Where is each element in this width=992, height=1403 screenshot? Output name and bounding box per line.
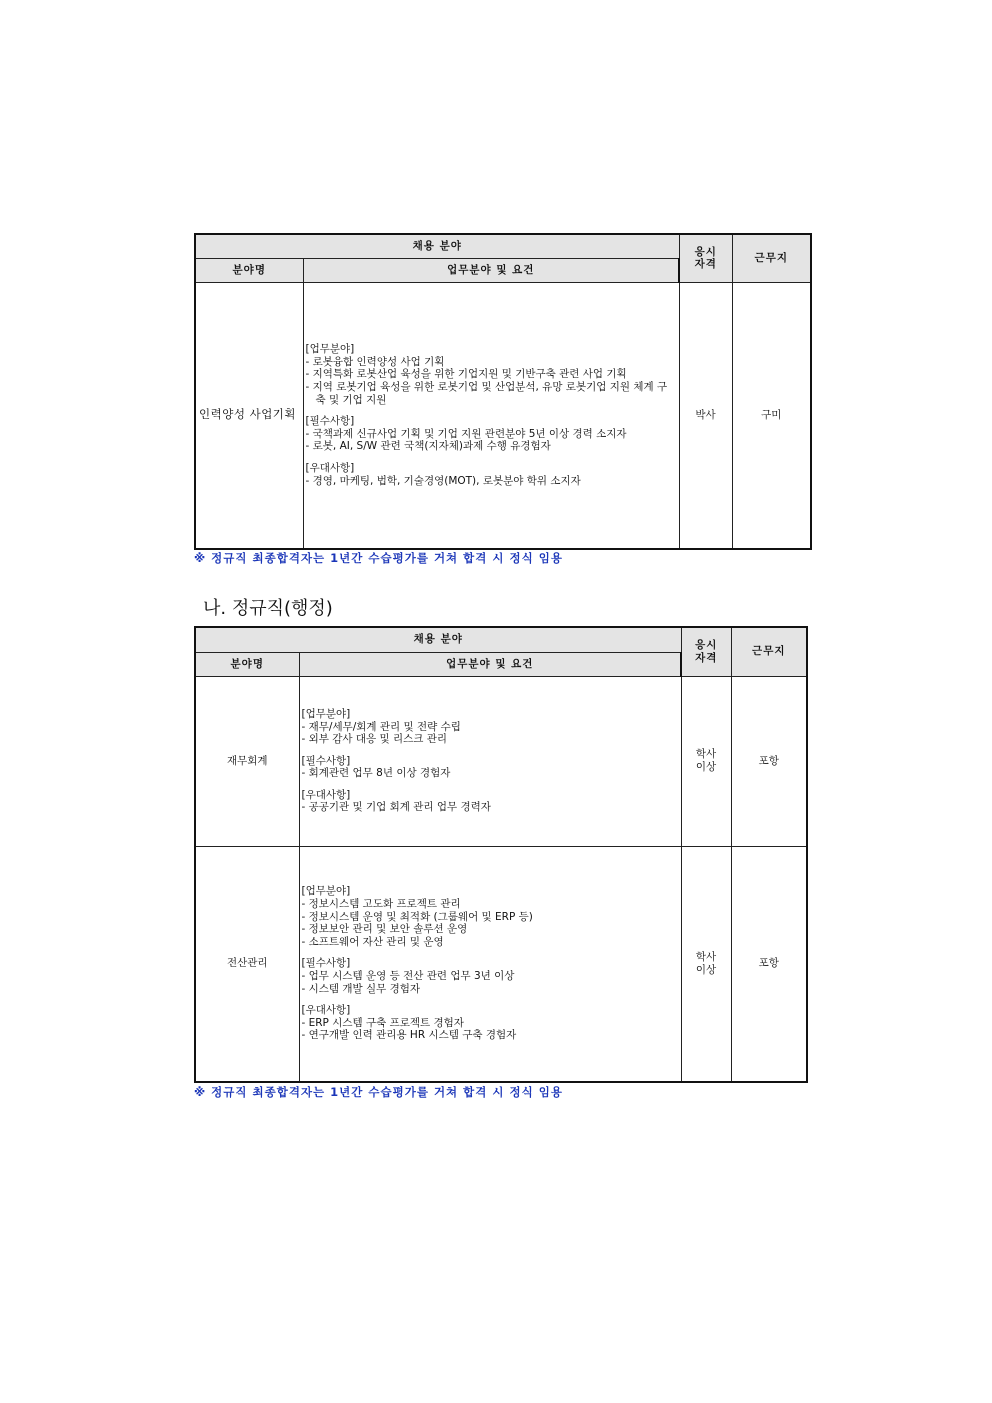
qualification: 학사 이상 <box>681 676 731 846</box>
section-title: [필수사항] <box>301 754 351 767</box>
duty-item: - 정보시스템 고도화 프로젝트 관리 <box>301 898 461 911</box>
duty-item: - 지역 로봇기업 육성을 위한 로봇기업 및 산업분석, 유망 로봇기업 지원 체계 구 <box>305 381 668 394</box>
preference-item: - 연구개발 인력 관리용 HR 시스템 구축 경험자 <box>301 1029 517 1042</box>
section-title: [필수사항] <box>305 415 355 428</box>
preference-section <box>302 1004 677 1042</box>
requirement-item: - 회계관련 업무 8년 이상 경험자 <box>301 767 451 780</box>
section-title: [우대사항] <box>301 1004 351 1017</box>
duty-section <box>306 343 675 406</box>
header-category: 채용 분야 <box>195 627 681 652</box>
table-row <box>195 846 807 1082</box>
header-duty: 업무분야 및 요건 <box>299 652 681 676</box>
duty-item: - 정보시스템 운영 및 최적화 (그룹웨어 및 ERP 등) <box>301 910 533 923</box>
duty-cell <box>299 846 681 1082</box>
duty-item: - 재무/세무/회계 관리 및 전략 수립 <box>301 720 461 733</box>
section-title: [우대사항] <box>301 788 351 801</box>
duty-item: - 지역특화 로봇산업 육성을 위한 기업지원 및 기반구축 관련 사업 기획 <box>305 368 627 381</box>
probation-note: ※ 정규직 최종합격자는 1년간 수습평가를 거쳐 합격 시 정식 임용 <box>194 1085 563 1099</box>
duty-section <box>302 708 677 746</box>
header-field-name: 분야명 <box>195 652 299 676</box>
recruitment-table-1 <box>194 233 812 550</box>
field-name: 재무회계 <box>195 676 299 846</box>
requirement-item: - 업무 시스템 운영 등 전산 관련 업무 3년 이상 <box>301 970 515 983</box>
field-name: 전산관리 <box>195 846 299 1082</box>
location: 구미 <box>732 282 811 549</box>
duty-item: - 외부 감사 대응 및 리스크 관리 <box>301 733 448 746</box>
duty-section <box>302 885 677 948</box>
header-location: 근무지 <box>732 234 811 282</box>
header-field-name: 분야명 <box>195 258 303 282</box>
requirement-item: - 국책과제 신규사업 기획 및 기업 지원 관련분야 5년 이상 경력 소지자 <box>305 427 627 440</box>
preference-item: - 공공기관 및 기업 회계 관리 업무 경력자 <box>301 801 491 814</box>
requirement-item: - 시스템 개발 실무 경험자 <box>301 982 421 995</box>
duty-cell <box>299 676 681 846</box>
preference-item: - ERP 시스템 구축 프로젝트 경험자 <box>301 1016 464 1029</box>
section-title: [필수사항] <box>301 957 351 970</box>
section-heading: 나. 정규직(행정) <box>203 598 333 619</box>
requirement-item: - 로봇, AI, S/W 관련 국책(지자체)과제 수행 유경험자 <box>305 440 551 453</box>
section-title: [업무분야] <box>305 343 355 356</box>
section-title: [업무분야] <box>301 885 351 898</box>
qualification: 박사 <box>679 282 732 549</box>
table-row <box>195 676 807 846</box>
duty-item: - 소프트웨어 자산 관리 및 운영 <box>301 935 444 948</box>
requirement-section <box>306 415 675 453</box>
field-name: 인력양성 사업기획 <box>195 282 303 549</box>
preference-section <box>306 462 675 487</box>
section-title: [업무분야] <box>301 707 351 720</box>
header-qualification: 응시 자격 <box>679 234 732 282</box>
preference-item: - 경영, 마케팅, 법학, 기술경영(MOT), 로봇분야 학위 소지자 <box>305 474 581 487</box>
qualification: 학사 이상 <box>681 846 731 1082</box>
header-category: 채용 분야 <box>195 234 679 258</box>
duty-item: 축 및 기업 지원 <box>305 393 387 406</box>
location: 포항 <box>731 846 807 1082</box>
duty-item: - 로봇융합 인력양성 사업 기획 <box>305 355 445 368</box>
duty-cell <box>303 282 679 549</box>
location: 포항 <box>731 676 807 846</box>
probation-note: ※ 정규직 최종합격자는 1년간 수습평가를 거쳐 합격 시 정식 임용 <box>194 551 563 565</box>
recruitment-table-2 <box>194 626 808 1083</box>
header-qualification: 응시 자격 <box>681 627 731 676</box>
duty-item: - 정보보안 관리 및 보안 솔루션 운영 <box>301 923 468 936</box>
header-location: 근무지 <box>731 627 807 676</box>
section-title: [우대사항] <box>305 462 355 475</box>
header-duty: 업무분야 및 요건 <box>303 258 679 282</box>
preference-section <box>302 789 677 814</box>
requirement-section <box>302 755 677 780</box>
table-row <box>195 282 811 549</box>
requirement-section <box>302 957 677 995</box>
